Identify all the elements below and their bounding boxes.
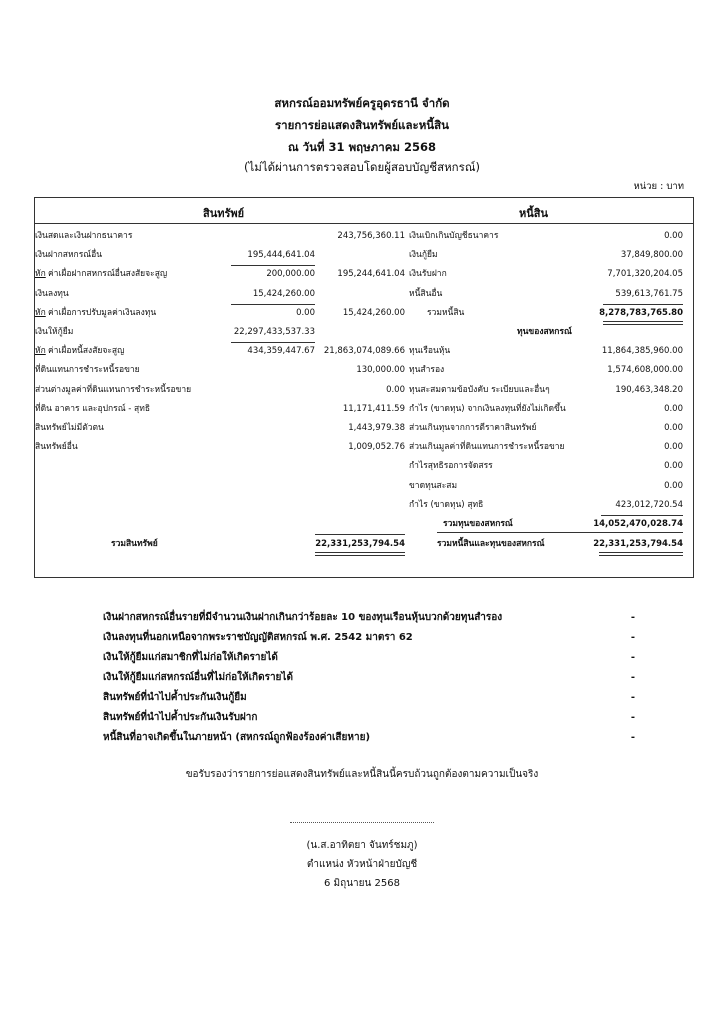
total-liabilities-double-rule [603, 321, 683, 325]
asset-label: เงินให้กู้ยืม [35, 327, 74, 337]
total-liabilities-rule [603, 304, 683, 305]
asset-sub-amount: 0.00 [296, 307, 315, 318]
equity-amount: 11,864,385,960.00 [601, 346, 683, 357]
certification-statement: ขอรับรองว่ารายการย่อแสดงสินทรัพย์และหนี้สินนี้ครบถ้วนถูกต้องตามความเป็นจริง [185, 769, 539, 780]
total-assets-label: รวมสินทรัพย์ [111, 539, 158, 549]
liability-label: เงินกู้ยืม [409, 250, 438, 261]
assets-heading: สินทรัพย์ [203, 207, 245, 220]
balance-sheet-frame [34, 197, 694, 578]
liability-row [407, 266, 683, 282]
asset-label: สินทรัพย์อื่น [35, 442, 78, 453]
note-value: - [630, 692, 635, 703]
equity-row [407, 382, 683, 398]
signature-date: 6 มิถุนายน 2568 [324, 878, 400, 889]
note-text: หนี้สินที่อาจเกิดขึ้นในภายหน้า (สหกรณ์ถูกฟ้องร้องค่าเสียหาย) [103, 732, 371, 743]
total-assets-row [35, 536, 405, 552]
note-row [103, 689, 643, 706]
asset-row [35, 362, 405, 378]
asset-row [35, 247, 405, 263]
equity-row [407, 439, 683, 455]
equity-label: ทุนเรือนหุ้น [409, 346, 451, 357]
equity-amount: 0.00 [664, 480, 683, 491]
deduct-prefix: หัก [35, 269, 46, 280]
asset-amount: 243,756,360.11 [337, 231, 405, 241]
asset-amount: 130,000.00 [356, 365, 405, 376]
asset-row [35, 343, 405, 359]
signature-line [290, 822, 434, 823]
note-row [103, 609, 643, 626]
equity-amount: 0.00 [664, 461, 683, 472]
subtotal-underline [231, 342, 315, 343]
total-equity-amount: 14,052,470,028.74 [593, 519, 683, 529]
equity-label: ส่วนเกินมูลค่าที่ดินแทนการชำระหนี้รอขาย [409, 442, 565, 453]
note-value: - [630, 672, 635, 683]
note-text: เงินให้กู้ยืมแก่สมาชิกที่ไม่ก่อให้เกิดรายได้ [103, 652, 278, 663]
equity-label: กำไรสุทธิรอการจัดสรร [409, 461, 493, 472]
report-title: รายการย่อแสดงสินทรัพย์และหนี้สิน [274, 118, 450, 132]
total-assets-double-rule [315, 552, 405, 556]
deduct-prefix: หัก [35, 346, 46, 357]
asset-row [35, 266, 405, 282]
asset-sub-amount: 15,424,260.00 [252, 288, 315, 299]
asset-amount: 195,244,641.04 [337, 269, 405, 280]
equity-label: ทุนสะสมตามข้อบังคับ ระเบียบและอื่นๆ [409, 384, 550, 395]
equity-amount: 190,463,348.20 [615, 384, 683, 395]
heading-divider [35, 223, 693, 224]
liability-label: หนี้สินอื่น [409, 288, 443, 299]
liability-amount: 7,701,320,204.05 [607, 269, 683, 280]
asset-amount: 0.00 [386, 384, 405, 395]
asset-label: เงินสดและเงินฝากธนาคาร [35, 231, 133, 241]
audit-note: (ไม่ได้ผ่านการตรวจสอบโดยผู้สอบบัญชีสหกรณ์) [244, 160, 480, 174]
liability-row [407, 247, 683, 263]
deduct-prefix: หัก [35, 307, 46, 318]
asset-sub-amount: 195,444,641.04 [247, 250, 315, 261]
asset-amount: 1,443,979.38 [348, 423, 405, 433]
note-value: - [630, 712, 635, 723]
equity-row [407, 458, 683, 474]
asset-label: ส่วนต่างมูลค่าที่ดินแทนการชำระหนี้รอขาย [35, 384, 192, 395]
equity-label: ทุนสำรอง [409, 365, 445, 376]
note-row [103, 649, 643, 666]
note-row [103, 669, 643, 686]
equity-row [407, 343, 683, 359]
equity-amount: 423,012,720.54 [615, 499, 683, 510]
liability-row [407, 286, 683, 302]
note-value: - [630, 612, 635, 623]
org-name: สหกรณ์ออมทรัพย์ครูอุดรธานี จำกัด [274, 96, 450, 110]
total-liabilities-label: รวมหนี้สิน [427, 307, 465, 318]
equity-label: กำไร (ขาดทุน) สุทธิ [409, 499, 484, 510]
equity-row [407, 362, 683, 378]
note-value: - [630, 732, 635, 743]
asset-row [35, 401, 405, 417]
asset-label: ค่าเผื่อฝากสหกรณ์อื่นสงสัยจะสูญ [48, 269, 168, 280]
total-equity-underline [437, 532, 683, 533]
equity-label: ส่วนเกินทุนจากการตีราคาสินทรัพย์ [409, 423, 537, 433]
signer-position: ตำแหน่ง หัวหน้าฝ่ายบัญชี [306, 859, 418, 870]
note-value: - [630, 652, 635, 663]
total-equity-row [407, 516, 683, 532]
asset-row [35, 439, 405, 455]
asset-row [35, 420, 405, 436]
equity-heading: ทุนของสหกรณ์ [517, 327, 572, 337]
liability-amount: 0.00 [664, 231, 683, 241]
note-text: เงินฝากสหกรณ์อื่นรายที่มีจำนวนเงินฝากเกินกว่าร้อยละ 10 ของทุนเรือนหุ้นบวกด้วยทุนสำรอง [103, 612, 503, 623]
total-assets-amount: 22,331,253,794.54 [315, 539, 405, 549]
subtotal-underline [231, 304, 315, 305]
signer-name: (น.ส.อาทิตยา จันทร์ชมภู) [306, 840, 418, 851]
asset-amount: 1,009,052.76 [348, 442, 405, 453]
subtotal-underline [231, 265, 315, 266]
liability-amount: 37,849,800.00 [620, 250, 683, 261]
equity-amount: 0.00 [664, 403, 683, 414]
equity-row [407, 401, 683, 417]
grand-total-amount: 22,331,253,794.54 [593, 539, 683, 549]
note-text: สินทรัพย์ที่นำไปค้ำประกันเงินรับฝาก [103, 712, 258, 723]
liability-amount: 539,613,761.75 [615, 288, 683, 299]
note-text: เงินลงทุนที่นอกเหนือจากพระราชบัญญัติสหกรณ์ พ.ศ. 2542 มาตรา 62 [103, 632, 413, 643]
equity-amount: 1,574,608,000.00 [607, 365, 683, 376]
equity-row [407, 497, 683, 513]
equity-amount: 0.00 [664, 423, 683, 433]
note-row [103, 709, 643, 726]
asset-amount: 11,171,411.59 [342, 403, 405, 414]
asset-label: สินทรัพย์ไม่มีตัวตน [35, 423, 104, 433]
grand-total-label: รวมหนี้สินและทุนของสหกรณ์ [437, 539, 545, 549]
liability-label: เงินรับฝาก [409, 269, 447, 280]
asset-label: ค่าเผื่อหนี้สงสัยจะสูญ [48, 346, 125, 357]
asset-row [35, 305, 405, 321]
note-text: เงินให้กู้ยืมแก่สหกรณ์อื่นที่ไม่ก่อให้เกิดรายได้ [103, 672, 293, 683]
total-equity-rule [601, 515, 683, 516]
unit-label: หน่วย : บาท [633, 181, 684, 192]
note-text: สินทรัพย์ที่นำไปค้ำประกันเงินกู้ยืม [103, 692, 247, 703]
asset-row [35, 286, 405, 302]
asset-sub-amount: 434,359,447.67 [247, 346, 315, 357]
total-equity-label: รวมทุนของสหกรณ์ [443, 519, 513, 529]
note-row [103, 729, 643, 746]
total-liabilities-row [407, 305, 683, 321]
note-row [103, 629, 643, 646]
grand-total-double-rule [599, 552, 683, 556]
report-date: ณ วันที่ 31 พฤษภาคม 2568 [287, 140, 437, 154]
asset-row [35, 228, 405, 244]
asset-row [35, 382, 405, 398]
asset-label: เงินลงทุน [35, 288, 69, 299]
note-value: - [630, 632, 635, 643]
liability-row [407, 228, 683, 244]
total-assets-rule [315, 534, 405, 535]
asset-amount: 15,424,260.00 [342, 307, 405, 318]
asset-amount: 21,863,074,089.66 [323, 346, 405, 357]
asset-sub-amount: 22,297,433,537.33 [233, 327, 315, 337]
equity-amount: 0.00 [664, 442, 683, 453]
asset-sub-amount: 200,000.00 [266, 269, 315, 280]
asset-label: ค่าเผื่อการปรับมูลค่าเงินลงทุน [48, 307, 157, 318]
asset-label: เงินฝากสหกรณ์อื่น [35, 250, 103, 261]
total-liabilities-amount: 8,278,783,765.80 [599, 307, 683, 318]
equity-label: ขาดทุนสะสม [409, 480, 458, 491]
liability-label: เงินเบิกเกินบัญชีธนาคาร [409, 231, 499, 241]
asset-label: ที่ดิน อาคาร และอุปกรณ์ - สุทธิ [35, 403, 151, 414]
liabilities-heading: หนี้สิน [519, 207, 549, 220]
equity-label: กำไร (ขาดทุน) จากเงินลงทุนที่ยังไม่เกิดขึ้น [409, 403, 566, 414]
asset-row [35, 324, 405, 340]
equity-row [407, 420, 683, 436]
equity-row [407, 478, 683, 494]
asset-label: ที่ดินแทนการชำระหนี้รอขาย [35, 365, 140, 376]
grand-total-row [407, 536, 683, 552]
